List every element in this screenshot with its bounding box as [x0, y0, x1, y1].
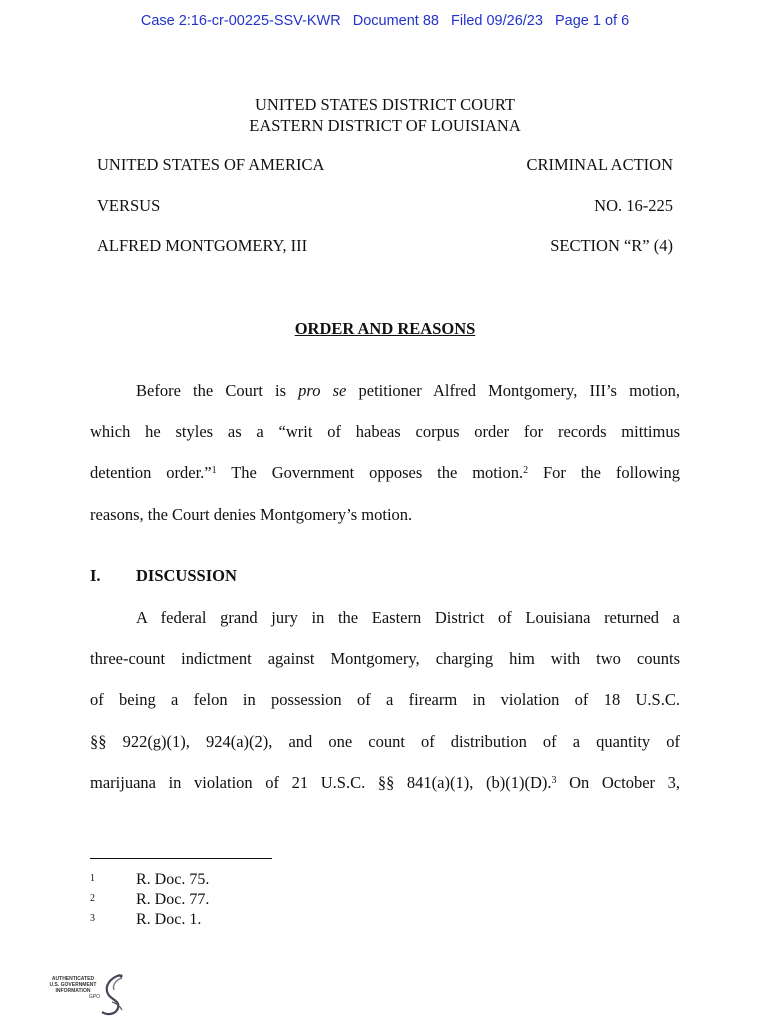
- court-line-2: EASTERN DISTRICT OF LOUISIANA: [249, 116, 521, 135]
- page-indicator: Page 1 of 6: [554, 13, 630, 29]
- footnote-text: R. Doc. 75.: [136, 871, 210, 888]
- caption-case-number: NO. 16-225: [594, 196, 673, 215]
- intro-line-3: detention order.”$^1$ The Government opposes the motion.$^2$ For the following: [90, 463, 680, 483]
- caption-action: CRIMINAL ACTION: [526, 155, 673, 174]
- gpo-logo-text: AUTHENTICATED U.S. GOVERNMENT INFORMATION GPO: [49, 976, 100, 1000]
- court-line-1: UNITED STATES DISTRICT COURT: [254, 95, 515, 114]
- footnote-divider: [90, 858, 272, 859]
- court-name: [0, 94, 770, 136]
- footnote-ref-3[interactable]: 3: [551, 774, 557, 786]
- footnote-ref-1[interactable]: 1: [211, 465, 217, 477]
- footnote-number: 1: [90, 873, 95, 884]
- case-number: Case 2:16-cr-00225-SSV-KWR: [140, 13, 341, 29]
- section-number: I.: [90, 566, 101, 585]
- document-number: Document 88: [352, 13, 439, 29]
- caption-section: SECTION “R” (4): [550, 236, 673, 255]
- body-line-3: of being a felon in possession of a firearm in violation of 18 U.S.C.: [90, 690, 680, 710]
- body-paragraph: [90, 597, 680, 803]
- caption-plaintiff: UNITED STATES OF AMERICA: [97, 155, 325, 174]
- body-line-5: marijuana in violation of 21 U.S.C. §§ 841(a)(1), (b)(1)(D).$^3$ On October 3,: [90, 772, 680, 792]
- filed-date: Filed 09/26/23: [451, 13, 543, 29]
- body-line-1: A federal grand jury in the Eastern District of Louisiana returned a: [136, 608, 680, 627]
- footnote-ref-2[interactable]: 2: [523, 465, 529, 477]
- pro-se-term: pro se: [298, 381, 347, 400]
- gpo-authenticated-logo: [44, 972, 134, 1018]
- footnote-text: R. Doc. 1.: [136, 911, 202, 928]
- intro-paragraph: [90, 370, 680, 535]
- caption-versus: VERSUS: [97, 196, 161, 215]
- body-line-4: §§ 922(g)(1), 924(a)(2), and one count of distribution of a quantity of: [90, 731, 680, 751]
- intro-line-4: reasons, the Court denies Montgomery’s motion.: [90, 504, 413, 524]
- intro-line-1: Before the Court is pro se petitioner Alfred Montgomery, III’s motion,: [136, 381, 680, 400]
- document-title: ORDER AND REASONS: [294, 319, 476, 338]
- footnote-text: R. Doc. 77.: [136, 891, 210, 908]
- gpo-eagle-icon: [98, 972, 128, 1018]
- footnote-number: 3: [90, 913, 95, 924]
- case-header: [0, 13, 770, 29]
- body-line-2: three-count indictment against Montgomery, charging him with two counts: [90, 649, 680, 669]
- footnote-number: 2: [90, 893, 95, 904]
- section-title: DISCUSSION: [136, 566, 237, 585]
- section-heading: [90, 566, 237, 586]
- intro-line-2: which he styles as a “writ of habeas corpus order for records mittimus: [90, 422, 680, 442]
- caption-defendant: ALFRED MONTGOMERY, III: [97, 236, 308, 255]
